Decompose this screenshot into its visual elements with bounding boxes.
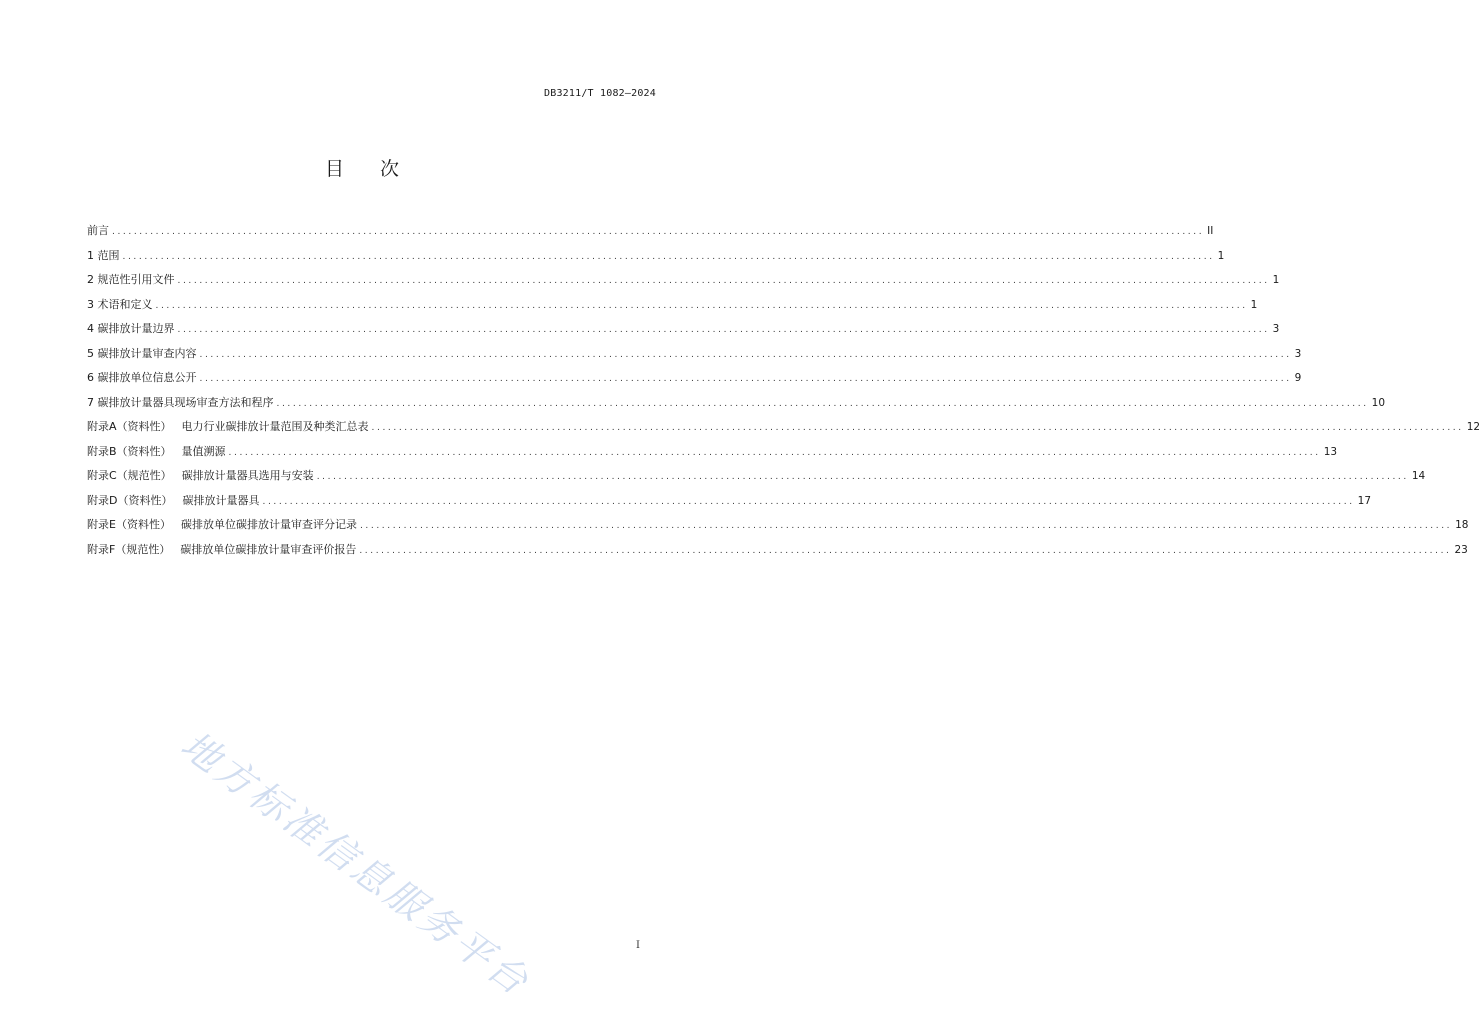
- toc-heading-right: 次: [380, 158, 400, 180]
- toc-entry-label: [87, 293, 153, 318]
- toc-entry-label: [87, 538, 356, 563]
- toc-entry[interactable]: [87, 244, 1225, 269]
- toc-entry-title: 6 碳排放单位信息公开: [87, 371, 197, 384]
- toc-dot-leader: ........................................................................................................................................................................................................: [359, 521, 1453, 531]
- page-number: I: [636, 940, 640, 951]
- toc-entry[interactable]: [87, 415, 1480, 440]
- toc-entry[interactable]: [87, 513, 1469, 538]
- toc-entry-appendix-prefix: 附录E（资料性）: [87, 518, 171, 531]
- toc-entry-label: [87, 513, 357, 538]
- toc-dot-leader: ........................................................................................................................................................................................................: [199, 374, 1292, 384]
- toc-entry-label: [87, 366, 197, 391]
- toc-entry-page: 17: [1357, 494, 1372, 507]
- toc-dot-leader: ........................................................................................................................................................................................................: [276, 398, 1369, 409]
- toc-heading: [0, 154, 724, 181]
- toc-entry-appendix-prefix: 附录D（资料性）: [87, 493, 173, 507]
- toc-entry-label: [87, 317, 175, 342]
- toc-dot-leader: ........................................................................................................................................................................................................: [122, 251, 1215, 262]
- toc-entry-title: 5 碳排放计量审查内容: [87, 346, 197, 360]
- document-id: DB3211/T 1082—2024: [544, 88, 656, 99]
- watermark: 地方标准信息服务平台: [173, 722, 539, 1006]
- toc-entry[interactable]: [87, 538, 1468, 563]
- toc-entry-label: [87, 464, 314, 489]
- toc-entry-appendix-prefix: 附录C（规范性）: [87, 469, 172, 482]
- toc-entry-title: 电力行业碳排放计量范围及种类汇总表: [181, 420, 369, 433]
- toc-entry[interactable]: [87, 391, 1386, 416]
- toc-entry-label: [87, 415, 369, 440]
- toc-entry-label: [87, 219, 109, 244]
- toc-entry-appendix-prefix: 附录A（资料性）: [87, 420, 172, 433]
- toc-entry-page: 10: [1371, 396, 1386, 409]
- toc-entry-appendix-prefix: 附录F（规范性）: [87, 542, 171, 556]
- toc-entry-label: [87, 489, 259, 514]
- toc-entry-label: [87, 440, 226, 465]
- toc-dot-leader: ........................................................................................................................................................................................................: [371, 423, 1464, 433]
- toc-entry-page: 12: [1466, 421, 1480, 433]
- toc-entry-title: 碳排放单位碳排放计量审查评分记录: [180, 518, 357, 531]
- toc-entry-page: 3: [1272, 323, 1280, 335]
- toc-entry-label: [87, 268, 175, 293]
- toc-entry-title: 前言: [87, 224, 109, 237]
- toc-entry-label: [87, 342, 197, 367]
- table-of-contents: [87, 219, 1480, 562]
- toc-entry-title: 4 碳排放计量边界: [87, 322, 175, 335]
- toc-entry-title: 碳排放单位碳排放计量审查评价报告: [180, 542, 357, 556]
- toc-entry-title: 碳排放计量器具: [182, 493, 260, 507]
- toc-entry[interactable]: [87, 489, 1372, 514]
- toc-dot-leader: ........................................................................................................................................................................................................: [155, 300, 1248, 311]
- toc-dot-leader: ........................................................................................................................................................................................................: [359, 545, 1452, 556]
- toc-entry[interactable]: [87, 366, 1302, 391]
- toc-entry-page: 9: [1294, 372, 1302, 384]
- toc-entry-page: 1: [1250, 298, 1258, 311]
- toc-entry-title: 1 范围: [87, 248, 120, 262]
- toc-entry-page: 13: [1323, 445, 1338, 458]
- toc-dot-leader: ........................................................................................................................................................................................................: [199, 349, 1292, 360]
- toc-dot-leader: ........................................................................................................................................................................................................: [177, 276, 1270, 286]
- toc-entry-page: 23: [1454, 543, 1468, 556]
- toc-entry-title: 7 碳排放计量器具现场审查方法和程序: [87, 395, 274, 409]
- toc-entry-title: 量值溯源: [181, 444, 226, 458]
- toc-entry-title: 3 术语和定义: [87, 297, 153, 311]
- toc-heading-left: 目: [324, 158, 344, 180]
- toc-dot-leader: ........................................................................................................................................................................................................: [112, 227, 1205, 237]
- toc-dot-leader: ........................................................................................................................................................................................................: [177, 325, 1270, 335]
- toc-entry[interactable]: [87, 464, 1426, 489]
- toc-dot-leader: ........................................................................................................................................................................................................: [262, 496, 1355, 507]
- toc-entry[interactable]: [87, 317, 1280, 342]
- toc-dot-leader: ........................................................................................................................................................................................................: [228, 447, 1321, 458]
- toc-entry-page: 3: [1294, 347, 1302, 360]
- toc-entry[interactable]: [87, 440, 1338, 465]
- toc-entry-page: 18: [1455, 519, 1469, 531]
- toc-entry-label: [87, 391, 274, 416]
- toc-entry-title: 2 规范性引用文件: [87, 273, 175, 286]
- toc-entry-page: 1: [1217, 249, 1225, 262]
- toc-entry-appendix-prefix: 附录B（资料性）: [87, 444, 172, 458]
- toc-entry-page: 14: [1411, 470, 1426, 482]
- toc-entry-page: 1: [1272, 274, 1280, 286]
- toc-entry[interactable]: [87, 342, 1302, 367]
- toc-entry-title: 碳排放计量器具选用与安装: [181, 469, 314, 482]
- toc-entry[interactable]: [87, 219, 1214, 244]
- toc-dot-leader: ........................................................................................................................................................................................................: [316, 472, 1409, 482]
- toc-entry[interactable]: [87, 293, 1258, 318]
- toc-entry-label: [87, 244, 120, 269]
- toc-entry-page: II: [1207, 225, 1214, 237]
- toc-entry[interactable]: [87, 268, 1280, 293]
